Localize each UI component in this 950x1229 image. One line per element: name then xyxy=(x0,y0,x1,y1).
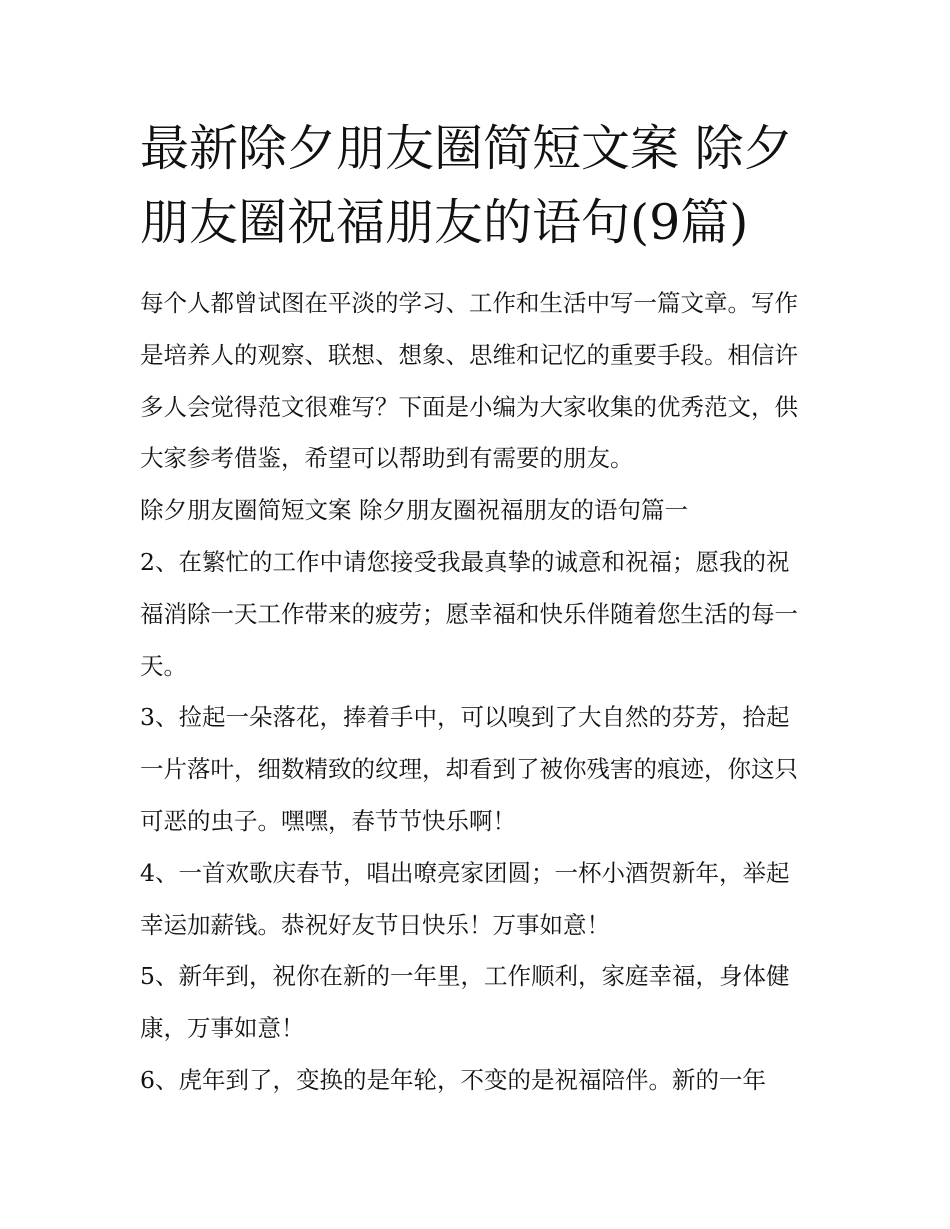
list-item: 6、虎年到了，变换的是年轮，不变的是祝福陪伴。新的一年 xyxy=(140,1065,766,1094)
list-item: 5、新年到，祝你在新的一年里，工作顺利，家庭幸福，身体健康，万事如意！ xyxy=(140,962,790,1043)
document-title: 最新除夕朋友圈简短文案 除夕朋友圈祝福朋友的语句(9篇) xyxy=(140,120,793,251)
section-heading: 除夕朋友圈简短文案 除夕朋友圈祝福朋友的语句篇一 xyxy=(140,496,688,525)
list-item: 2、在繁忙的工作中请您接受我最真挚的诚意和祝福；愿我的祝福消除一天工作带来的疲劳；愿幸福和快乐伴随着您生活的每一天。 xyxy=(140,547,798,680)
document-content xyxy=(140,112,812,1107)
list-item: 4、一首欢歌庆春节，唱出嘹亮家团圆；一杯小酒贺新年，举起幸运加薪钱。恭祝好友节日快乐！万事如意！ xyxy=(140,858,790,939)
document-body xyxy=(140,278,812,1107)
intro-paragraph: 每个人都曾试图在平淡的学习、工作和生活中写一篇文章。写作是培养人的观察、联想、想象、思维和记忆的重要手段。相信许多人会觉得范文很难写？下面是小编为大家收集的优秀范文，供大家参考借鉴，希望可以帮助到有需要的朋友。 xyxy=(140,289,798,473)
list-item: 3、捡起一朵落花，捧着手中，可以嗅到了大自然的芬芳，拾起一片落叶，细数精致的纹理，却看到了被你残害的痕迹，你这只可恶的虫子。嘿嘿，春节节快乐啊！ xyxy=(140,703,798,835)
